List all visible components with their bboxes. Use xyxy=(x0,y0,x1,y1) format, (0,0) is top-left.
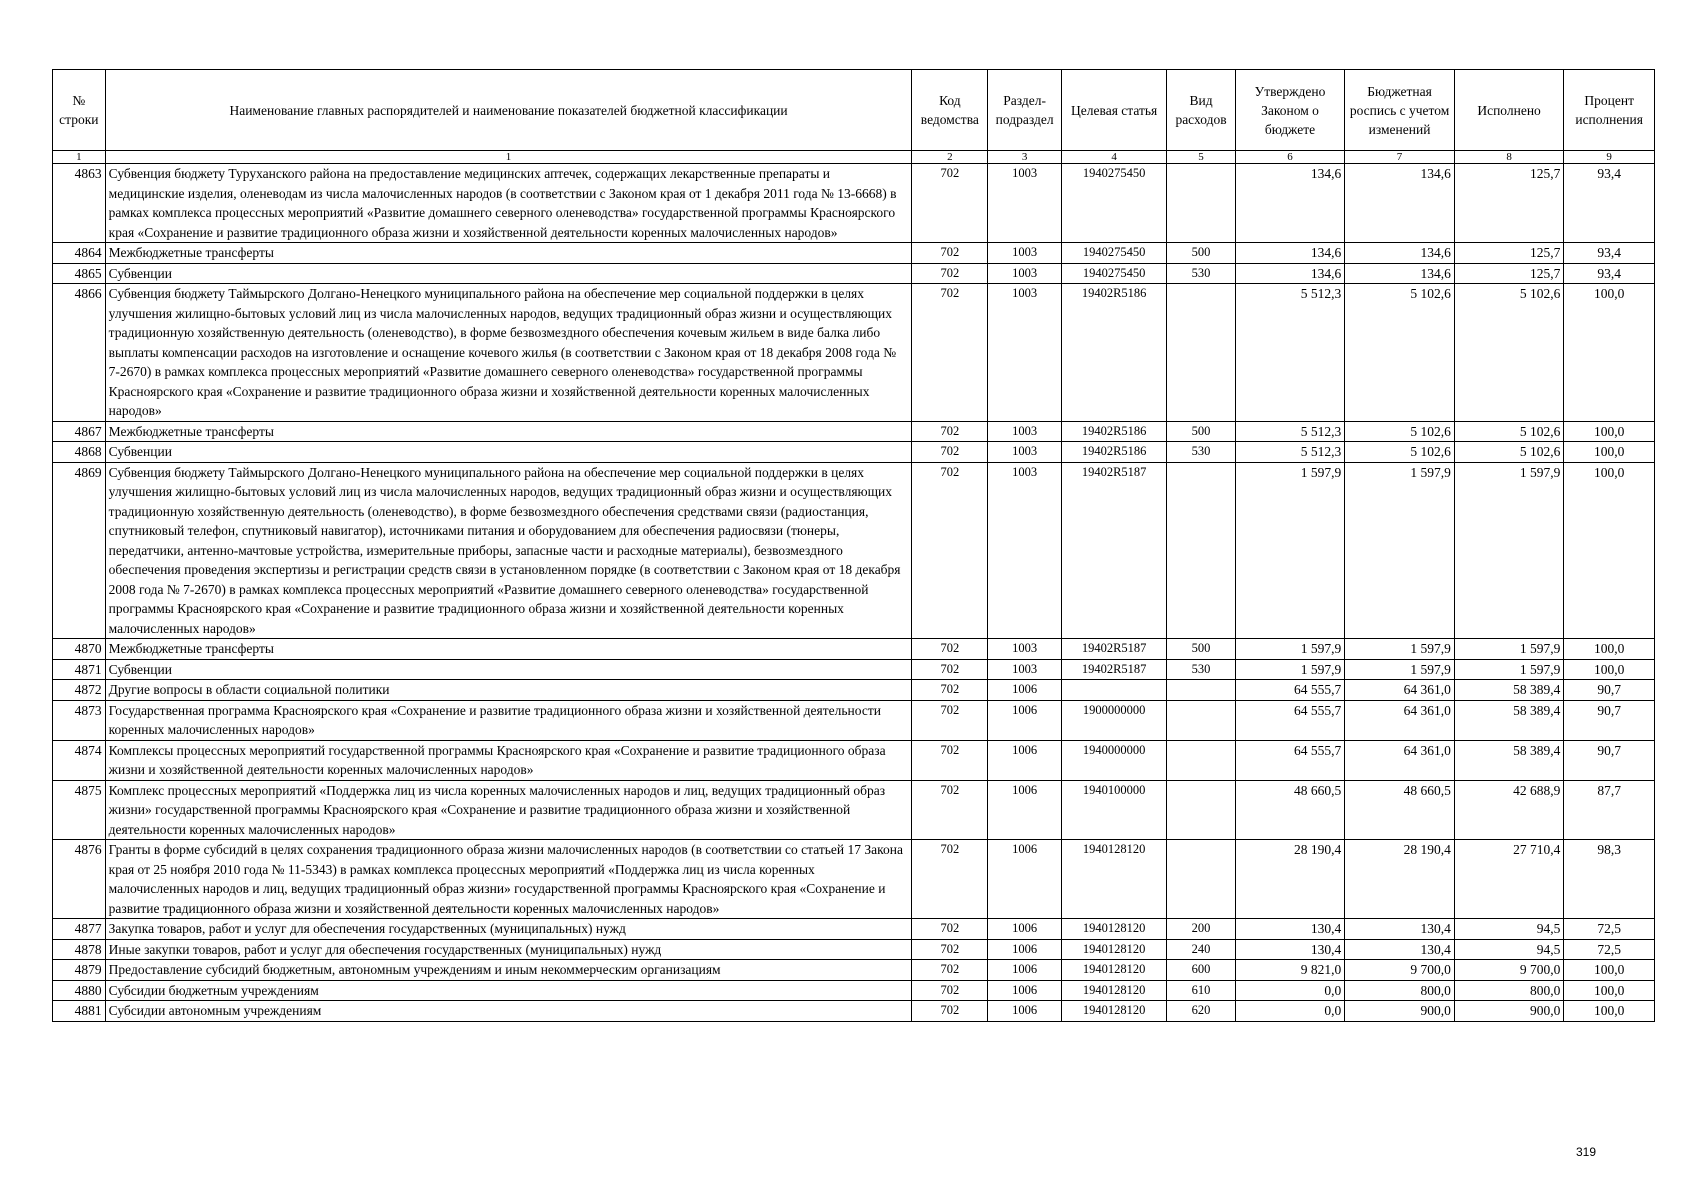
cell-approved: 134,6 xyxy=(1235,263,1345,284)
cell-target-article: 1940128120 xyxy=(1061,919,1166,940)
cell-expense-type: 200 xyxy=(1167,919,1235,940)
cell-dept-code: 702 xyxy=(912,284,988,422)
cell-section: 1006 xyxy=(988,1001,1062,1022)
cell-budget-schedule: 64 361,0 xyxy=(1345,700,1455,740)
cell-approved: 1 597,9 xyxy=(1235,639,1345,660)
cell-budget-schedule: 28 190,4 xyxy=(1345,840,1455,919)
cell-target-article: 1940275450 xyxy=(1061,243,1166,264)
column-number: 5 xyxy=(1167,151,1235,164)
table-row xyxy=(53,939,1655,960)
cell-expense-type xyxy=(1167,284,1235,422)
cell-section: 1003 xyxy=(988,243,1062,264)
cell-dept-code: 702 xyxy=(912,939,988,960)
cell-section: 1006 xyxy=(988,700,1062,740)
cell-name: Субсидии бюджетным учреждениям xyxy=(105,980,912,1001)
cell-executed: 5 102,6 xyxy=(1454,421,1564,442)
column-number: 1 xyxy=(105,151,912,164)
cell-executed: 1 597,9 xyxy=(1454,462,1564,639)
cell-approved: 130,4 xyxy=(1235,939,1345,960)
table-row xyxy=(53,442,1655,463)
cell-expense-type: 530 xyxy=(1167,263,1235,284)
cell-row-no: 4875 xyxy=(53,780,106,840)
column-number: 3 xyxy=(988,151,1062,164)
cell-row-no: 4869 xyxy=(53,462,106,639)
cell-dept-code: 702 xyxy=(912,639,988,660)
cell-dept-code: 702 xyxy=(912,700,988,740)
cell-approved: 64 555,7 xyxy=(1235,700,1345,740)
cell-dept-code: 702 xyxy=(912,164,988,243)
cell-name: Комплекс процессных мероприятий «Поддержка лиц из числа коренных малочисленных народов и лиц, ведущих традиционный образ жизни» государственной программы Красноярского края «Сохранение и развитие традиционного образа жизни и хозяйственной деятельности коренных малочисленных народов» xyxy=(105,780,912,840)
cell-expense-type: 620 xyxy=(1167,1001,1235,1022)
cell-section: 1006 xyxy=(988,680,1062,701)
cell-percent: 100,0 xyxy=(1564,442,1655,463)
page-number: 319 xyxy=(1576,1145,1597,1159)
cell-name: Субвенция бюджету Таймырского Долгано-Ненецкого муниципального района на обеспечение мер социальной поддержки в целях улучшения жилищно-бытовых условий лиц из числа малочисленных народов, ведущих традиционный образ жизни и осуществляющих традиционную хозяйственную деятельность (оленеводство), в форме безвозмездного обеспечения кочевым жильем в виде балка либо выплаты компенсации расходов на изготовление и оснащение кочевого жилья (в соответствии с Законом края от 18 декабря 2008 года № 7-2670) в рамках комплекса процессных мероприятий «Развитие домашнего северного оленеводства» государственной программы Красноярского края «Сохранение и развитие традиционного образа жизни и хозяйственной деятельности коренных малочисленных народов» xyxy=(105,284,912,422)
cell-target-article: 19402R5186 xyxy=(1061,421,1166,442)
cell-percent: 100,0 xyxy=(1564,1001,1655,1022)
cell-budget-schedule: 134,6 xyxy=(1345,243,1455,264)
cell-section: 1003 xyxy=(988,164,1062,243)
column-number: 2 xyxy=(912,151,988,164)
cell-row-no: 4874 xyxy=(53,740,106,780)
cell-approved: 28 190,4 xyxy=(1235,840,1345,919)
cell-section: 1006 xyxy=(988,919,1062,940)
cell-target-article: 19402R5187 xyxy=(1061,462,1166,639)
cell-executed: 58 389,4 xyxy=(1454,700,1564,740)
cell-expense-type: 500 xyxy=(1167,243,1235,264)
cell-section: 1006 xyxy=(988,939,1062,960)
cell-target-article: 1940000000 xyxy=(1061,740,1166,780)
cell-row-no: 4872 xyxy=(53,680,106,701)
cell-executed: 94,5 xyxy=(1454,919,1564,940)
cell-budget-schedule: 130,4 xyxy=(1345,939,1455,960)
cell-target-article xyxy=(1061,680,1166,701)
cell-name: Субвенция бюджету Туруханского района на предоставление медицинских аптечек, содержащих лекарственные препараты и медицинские изделия, оленеводам из числа малочисленных народов (в соответствии с Законом края от 1 декабря 2011 года № 13-6668) в рамках комплекса процессных мероприятий «Развитие домашнего северного оленеводства» государственной программы Красноярского края «Сохранение и развитие традиционного образа жизни и хозяйственной деятельности коренных малочисленных народов» xyxy=(105,164,912,243)
cell-target-article: 1940128120 xyxy=(1061,939,1166,960)
cell-expense-type: 530 xyxy=(1167,659,1235,680)
cell-approved: 48 660,5 xyxy=(1235,780,1345,840)
cell-executed: 125,7 xyxy=(1454,243,1564,264)
cell-expense-type: 610 xyxy=(1167,980,1235,1001)
cell-dept-code: 702 xyxy=(912,421,988,442)
cell-percent: 93,4 xyxy=(1564,164,1655,243)
cell-target-article: 19402R5187 xyxy=(1061,659,1166,680)
cell-name: Иные закупки товаров, работ и услуг для обеспечения государственных (муниципальных) нужд xyxy=(105,939,912,960)
table-row xyxy=(53,263,1655,284)
cell-row-no: 4867 xyxy=(53,421,106,442)
cell-dept-code: 702 xyxy=(912,243,988,264)
cell-section: 1003 xyxy=(988,639,1062,660)
cell-percent: 90,7 xyxy=(1564,680,1655,701)
cell-approved: 0,0 xyxy=(1235,1001,1345,1022)
table-row xyxy=(53,462,1655,639)
header-percent: Процент исполнения xyxy=(1564,70,1655,151)
cell-percent: 93,4 xyxy=(1564,263,1655,284)
cell-section: 1006 xyxy=(988,840,1062,919)
cell-section: 1003 xyxy=(988,284,1062,422)
cell-approved: 5 512,3 xyxy=(1235,284,1345,422)
cell-name: Комплексы процессных мероприятий государственной программы Красноярского края «Сохранение и развитие традиционного образа жизни и хозяйственной деятельности коренных малочисленных народов» xyxy=(105,740,912,780)
cell-row-no: 4871 xyxy=(53,659,106,680)
cell-name: Предоставление субсидий бюджетным, автономным учреждениям и иным некоммерческим организациям xyxy=(105,960,912,981)
cell-section: 1006 xyxy=(988,980,1062,1001)
cell-expense-type xyxy=(1167,780,1235,840)
cell-budget-schedule: 48 660,5 xyxy=(1345,780,1455,840)
cell-approved: 0,0 xyxy=(1235,980,1345,1001)
table-row xyxy=(53,243,1655,264)
cell-dept-code: 702 xyxy=(912,462,988,639)
cell-executed: 1 597,9 xyxy=(1454,659,1564,680)
table-body xyxy=(53,164,1655,1022)
cell-expense-type xyxy=(1167,840,1235,919)
cell-executed: 5 102,6 xyxy=(1454,442,1564,463)
cell-section: 1003 xyxy=(988,462,1062,639)
cell-budget-schedule: 900,0 xyxy=(1345,1001,1455,1022)
cell-target-article: 1900000000 xyxy=(1061,700,1166,740)
cell-dept-code: 702 xyxy=(912,442,988,463)
cell-percent: 100,0 xyxy=(1564,284,1655,422)
header-dept-code: Код ведомства xyxy=(912,70,988,151)
cell-percent: 90,7 xyxy=(1564,740,1655,780)
header-approved: Утверждено Законом о бюджете xyxy=(1235,70,1345,151)
cell-approved: 5 512,3 xyxy=(1235,421,1345,442)
cell-budget-schedule: 800,0 xyxy=(1345,980,1455,1001)
table-header xyxy=(53,70,1655,164)
cell-executed: 5 102,6 xyxy=(1454,284,1564,422)
cell-name: Государственная программа Красноярского края «Сохранение и развитие традиционного образа жизни и хозяйственной деятельности коренных малочисленных народов» xyxy=(105,700,912,740)
header-row-no: № строки xyxy=(53,70,106,151)
table-row xyxy=(53,700,1655,740)
cell-executed: 27 710,4 xyxy=(1454,840,1564,919)
cell-name: Межбюджетные трансферты xyxy=(105,421,912,442)
cell-row-no: 4878 xyxy=(53,939,106,960)
cell-percent: 100,0 xyxy=(1564,980,1655,1001)
cell-percent: 100,0 xyxy=(1564,462,1655,639)
header-target-article: Целевая статья xyxy=(1061,70,1166,151)
cell-expense-type xyxy=(1167,680,1235,701)
column-numbers-row xyxy=(53,151,1655,164)
cell-executed: 900,0 xyxy=(1454,1001,1564,1022)
header-budget-schedule: Бюджетная роспись с учетом изменений xyxy=(1345,70,1455,151)
cell-budget-schedule: 5 102,6 xyxy=(1345,284,1455,422)
cell-executed: 58 389,4 xyxy=(1454,740,1564,780)
cell-row-no: 4873 xyxy=(53,700,106,740)
cell-name: Другие вопросы в области социальной политики xyxy=(105,680,912,701)
cell-row-no: 4881 xyxy=(53,1001,106,1022)
cell-target-article: 1940128120 xyxy=(1061,980,1166,1001)
table-row xyxy=(53,780,1655,840)
cell-percent: 72,5 xyxy=(1564,919,1655,940)
header-expense-type: Вид расходов xyxy=(1167,70,1235,151)
cell-name: Субсидии автономным учреждениям xyxy=(105,1001,912,1022)
cell-target-article: 19402R5186 xyxy=(1061,284,1166,422)
budget-table-sheet xyxy=(52,69,1655,1022)
cell-target-article: 1940128120 xyxy=(1061,840,1166,919)
cell-approved: 9 821,0 xyxy=(1235,960,1345,981)
cell-approved: 134,6 xyxy=(1235,164,1345,243)
cell-approved: 5 512,3 xyxy=(1235,442,1345,463)
cell-budget-schedule: 1 597,9 xyxy=(1345,659,1455,680)
column-number: 4 xyxy=(1061,151,1166,164)
cell-percent: 87,7 xyxy=(1564,780,1655,840)
cell-approved: 64 555,7 xyxy=(1235,740,1345,780)
cell-percent: 100,0 xyxy=(1564,639,1655,660)
table-row xyxy=(53,960,1655,981)
table-row xyxy=(53,164,1655,243)
cell-section: 1003 xyxy=(988,442,1062,463)
cell-name: Субвенция бюджету Таймырского Долгано-Ненецкого муниципального района на обеспечение мер социальной поддержки в целях улучшения жилищно-бытовых условий лиц из числа малочисленных народов, ведущих традиционный образ жизни и осуществляющих традиционную хозяйственную деятельность (оленеводство), в форме безвозмездного обеспечения средствами связи (радиостанция, спутниковый телефон, спутниковый навигатор), источниками питания и оборудованием для обеспечения радиосвязи (тюнеры, передатчики, антенно-мачтовые устройства, измерительные приборы, запасные части и расходные материалы), безвозмездного обеспечения проведения экспертизы и регистрации средств связи в установленном порядке (в соответствии с Законом края от 18 декабря 2008 года № 7-2670) в рамках комплекса процессных мероприятий «Развитие домашнего северного оленеводства» государственной программы Красноярского края «Сохранение и развитие традиционного образа жизни и хозяйственной деятельности коренных малочисленных народов» xyxy=(105,462,912,639)
cell-approved: 1 597,9 xyxy=(1235,659,1345,680)
cell-section: 1006 xyxy=(988,960,1062,981)
cell-executed: 58 389,4 xyxy=(1454,680,1564,701)
table-row xyxy=(53,919,1655,940)
cell-target-article: 1940128120 xyxy=(1061,1001,1166,1022)
cell-name: Субвенции xyxy=(105,442,912,463)
cell-percent: 90,7 xyxy=(1564,700,1655,740)
column-number: 8 xyxy=(1454,151,1564,164)
cell-approved: 130,4 xyxy=(1235,919,1345,940)
column-number: 1 xyxy=(53,151,106,164)
cell-dept-code: 702 xyxy=(912,263,988,284)
cell-executed: 125,7 xyxy=(1454,164,1564,243)
cell-row-no: 4863 xyxy=(53,164,106,243)
cell-row-no: 4877 xyxy=(53,919,106,940)
cell-percent: 100,0 xyxy=(1564,659,1655,680)
cell-budget-schedule: 9 700,0 xyxy=(1345,960,1455,981)
cell-executed: 125,7 xyxy=(1454,263,1564,284)
cell-percent: 72,5 xyxy=(1564,939,1655,960)
column-number: 9 xyxy=(1564,151,1655,164)
cell-name: Субвенции xyxy=(105,659,912,680)
cell-section: 1006 xyxy=(988,780,1062,840)
cell-expense-type: 240 xyxy=(1167,939,1235,960)
cell-budget-schedule: 134,6 xyxy=(1345,164,1455,243)
column-number: 6 xyxy=(1235,151,1345,164)
cell-name: Субвенции xyxy=(105,263,912,284)
cell-target-article: 1940128120 xyxy=(1061,960,1166,981)
cell-target-article: 1940100000 xyxy=(1061,780,1166,840)
cell-row-no: 4879 xyxy=(53,960,106,981)
cell-section: 1003 xyxy=(988,421,1062,442)
cell-approved: 134,6 xyxy=(1235,243,1345,264)
cell-executed: 9 700,0 xyxy=(1454,960,1564,981)
cell-row-no: 4864 xyxy=(53,243,106,264)
cell-expense-type xyxy=(1167,740,1235,780)
cell-executed: 42 688,9 xyxy=(1454,780,1564,840)
cell-expense-type xyxy=(1167,700,1235,740)
cell-percent: 98,3 xyxy=(1564,840,1655,919)
cell-expense-type xyxy=(1167,462,1235,639)
cell-budget-schedule: 1 597,9 xyxy=(1345,462,1455,639)
cell-percent: 100,0 xyxy=(1564,421,1655,442)
cell-approved: 1 597,9 xyxy=(1235,462,1345,639)
cell-target-article: 1940275450 xyxy=(1061,164,1166,243)
cell-dept-code: 702 xyxy=(912,1001,988,1022)
cell-approved: 64 555,7 xyxy=(1235,680,1345,701)
cell-target-article: 19402R5187 xyxy=(1061,639,1166,660)
table-row xyxy=(53,740,1655,780)
cell-name: Межбюджетные трансферты xyxy=(105,639,912,660)
table-row xyxy=(53,980,1655,1001)
cell-percent: 93,4 xyxy=(1564,243,1655,264)
cell-budget-schedule: 1 597,9 xyxy=(1345,639,1455,660)
cell-expense-type: 500 xyxy=(1167,639,1235,660)
cell-budget-schedule: 5 102,6 xyxy=(1345,421,1455,442)
cell-executed: 800,0 xyxy=(1454,980,1564,1001)
cell-dept-code: 702 xyxy=(912,659,988,680)
cell-budget-schedule: 134,6 xyxy=(1345,263,1455,284)
cell-percent: 100,0 xyxy=(1564,960,1655,981)
cell-dept-code: 702 xyxy=(912,840,988,919)
table-row xyxy=(53,840,1655,919)
table-row xyxy=(53,639,1655,660)
cell-row-no: 4880 xyxy=(53,980,106,1001)
column-number: 7 xyxy=(1345,151,1455,164)
header-name: Наименование главных распорядителей и наименование показателей бюджетной классификации xyxy=(105,70,912,151)
table-row xyxy=(53,680,1655,701)
cell-row-no: 4866 xyxy=(53,284,106,422)
cell-name: Гранты в форме субсидий в целях сохранения традиционного образа жизни малочисленных народов (в соответствии со статьей 17 Закона края от 25 ноября 2010 года № 11-5343) в рамках комплекса процессных мероприятий «Поддержка лиц из числа коренных малочисленных народов и лиц, ведущих традиционный образ жизни» государственной программы Красноярского края «Сохранение и развитие традиционного образа жизни и хозяйственной деятельности коренных малочисленных народов» xyxy=(105,840,912,919)
cell-budget-schedule: 5 102,6 xyxy=(1345,442,1455,463)
cell-dept-code: 702 xyxy=(912,680,988,701)
cell-executed: 1 597,9 xyxy=(1454,639,1564,660)
cell-expense-type xyxy=(1167,164,1235,243)
cell-section: 1006 xyxy=(988,740,1062,780)
cell-name: Закупка товаров, работ и услуг для обеспечения государственных (муниципальных) нужд xyxy=(105,919,912,940)
cell-expense-type: 500 xyxy=(1167,421,1235,442)
cell-dept-code: 702 xyxy=(912,740,988,780)
table-row xyxy=(53,284,1655,422)
cell-budget-schedule: 130,4 xyxy=(1345,919,1455,940)
cell-expense-type: 530 xyxy=(1167,442,1235,463)
cell-section: 1003 xyxy=(988,659,1062,680)
cell-executed: 94,5 xyxy=(1454,939,1564,960)
cell-row-no: 4868 xyxy=(53,442,106,463)
cell-budget-schedule: 64 361,0 xyxy=(1345,680,1455,701)
table-row xyxy=(53,1001,1655,1022)
cell-dept-code: 702 xyxy=(912,919,988,940)
table-row xyxy=(53,421,1655,442)
cell-expense-type: 600 xyxy=(1167,960,1235,981)
cell-row-no: 4870 xyxy=(53,639,106,660)
cell-target-article: 1940275450 xyxy=(1061,263,1166,284)
header-executed: Исполнено xyxy=(1454,70,1564,151)
table-row xyxy=(53,659,1655,680)
budget-execution-table xyxy=(52,69,1655,1022)
cell-dept-code: 702 xyxy=(912,980,988,1001)
cell-name: Межбюджетные трансферты xyxy=(105,243,912,264)
cell-section: 1003 xyxy=(988,263,1062,284)
cell-dept-code: 702 xyxy=(912,960,988,981)
cell-budget-schedule: 64 361,0 xyxy=(1345,740,1455,780)
cell-row-no: 4865 xyxy=(53,263,106,284)
cell-dept-code: 702 xyxy=(912,780,988,840)
header-section: Раздел-подраздел xyxy=(988,70,1062,151)
cell-target-article: 19402R5186 xyxy=(1061,442,1166,463)
cell-row-no: 4876 xyxy=(53,840,106,919)
